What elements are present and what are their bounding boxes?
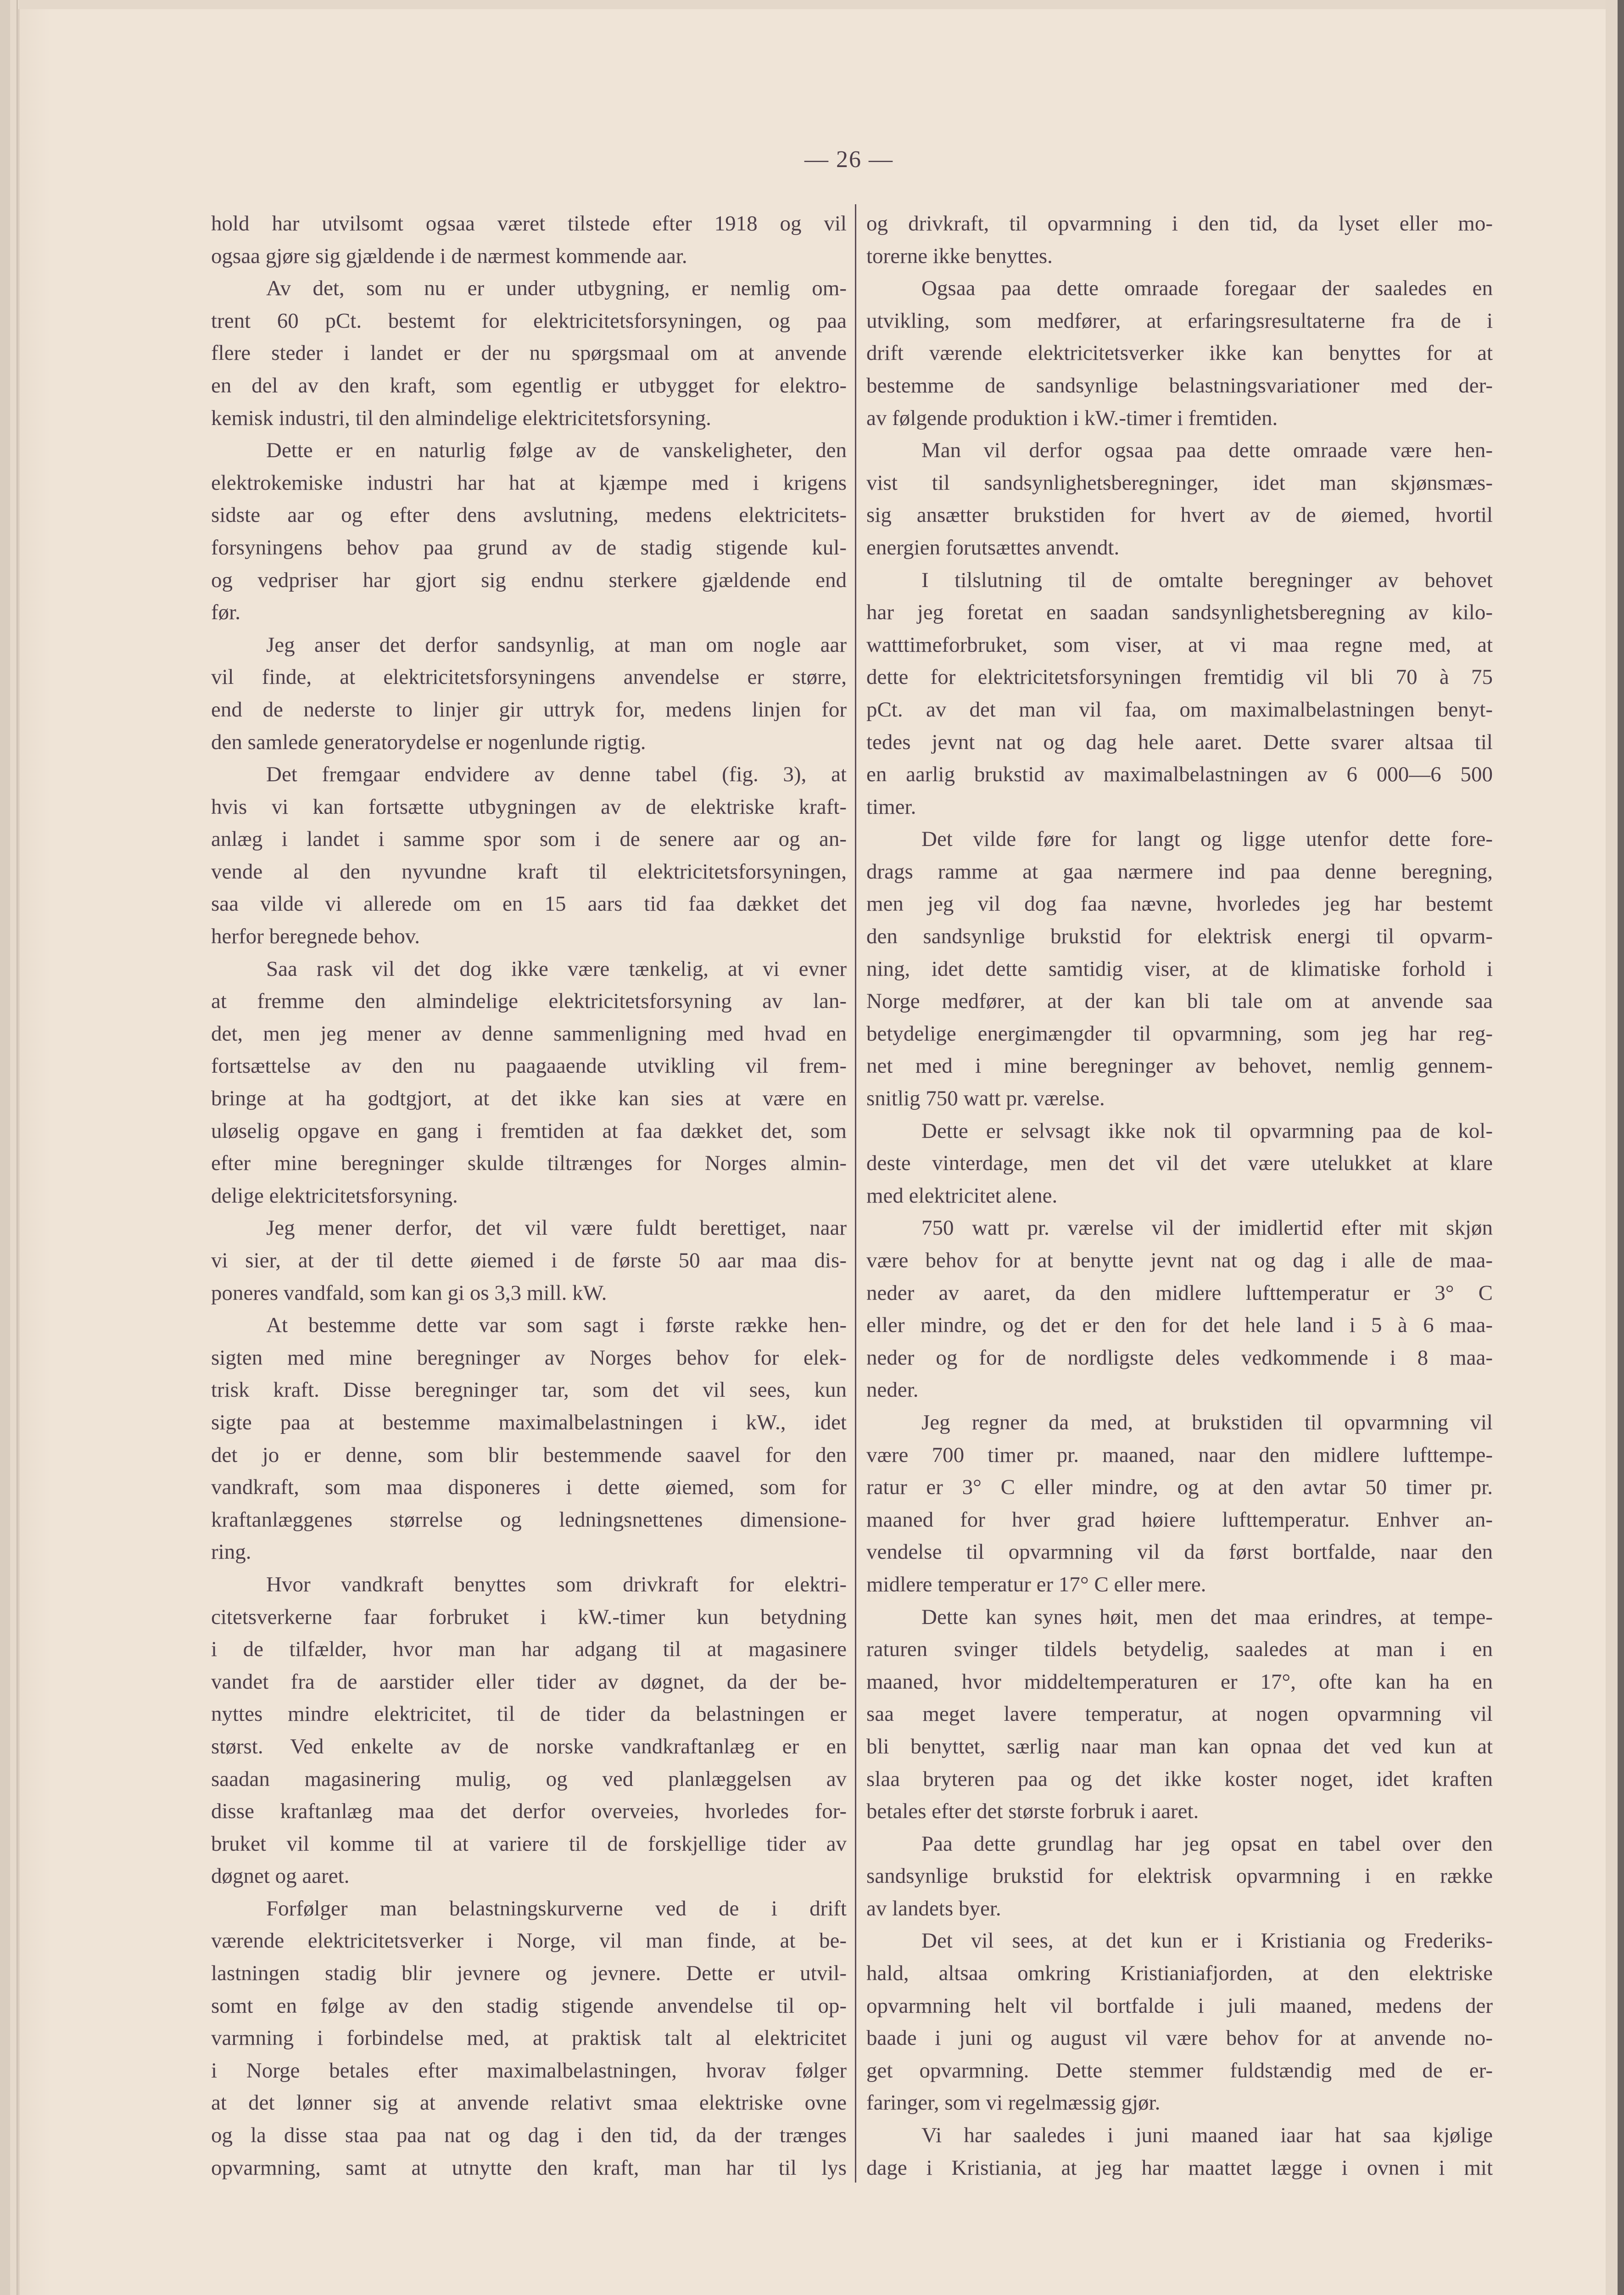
text-line: raturen svinger tildels betydelig, saaledes at man i en <box>866 1637 1493 1662</box>
text-line: saa meget lavere temperatur, at nogen opvarmning vil <box>866 1702 1493 1726</box>
text-line: trisk kraft. Disse beregninger tar, som det vil sees, kun <box>211 1378 847 1402</box>
page-stack-edge <box>10 0 18 2295</box>
text-line: Ogsaa paa dette omraade foregaar der saaledes en <box>921 276 1493 301</box>
text-line: forsyningens behov paa grund av de stadig stigende kul- <box>211 535 847 560</box>
text-line: deste vinterdage, men det vil det være utelukket at klare <box>866 1151 1493 1175</box>
scan-border <box>1618 0 1624 2295</box>
text-line: 750 watt pr. værelse vil der imidlertid efter mit skjøn <box>921 1216 1493 1240</box>
paragraph <box>211 207 847 272</box>
text-line: saadan magasinering mulig, og ved planlæggelsen av <box>211 1767 847 1791</box>
text-line: sig ansætter brukstiden for hvert av de øiemed, hvortil <box>866 503 1493 527</box>
text-line: tedes jevnt nat og dag hele aaret. Dette svarer altsaa til <box>866 730 1493 754</box>
paragraph <box>211 758 847 953</box>
text-line: Jeg mener derfor, det vil være fuldt berettiget, naar <box>266 1216 847 1240</box>
text-line: vendelse til opvarmning vil da først bortfalde, naar den <box>866 1540 1493 1564</box>
text-line: watttimeforbruket, som viser, at vi maa regne med, at <box>866 633 1493 657</box>
text-line: vandet fra de aarstider eller tider av døgnet, da der be- <box>211 1669 847 1694</box>
text-line: pCt. av det man vil faa, om maximalbelastningen benyt- <box>866 697 1493 722</box>
text-line: opvarmning, samt at utnytte den kraft, man har til lys <box>211 2155 847 2180</box>
text-line: Forfølger man belastningskurverne ved de i drift <box>266 1896 847 1920</box>
text-line: I tilslutning til de omtalte beregninger av behovet <box>921 568 1493 592</box>
text-line: faringer, som vi regelmæssig gjør. <box>866 2091 1161 2115</box>
text-line: Norge medfører, at der kan bli tale om at anvende saa <box>866 989 1493 1013</box>
text-line: neder. <box>866 1378 919 1402</box>
paragraph <box>211 434 847 629</box>
paragraph <box>211 1568 847 1892</box>
text-line: snitlig 750 watt pr. værelse. <box>866 1086 1105 1111</box>
text-line: baade i juni og august vil være behov for at anvende no- <box>866 2026 1493 2050</box>
text-line: det, men jeg mener av denne sammenligning med hvad en <box>211 1021 847 1046</box>
text-line: vist til sandsynlighetsberegninger, idet man skjønsmæs- <box>866 470 1493 495</box>
text-line: den samlede generatorydelse er nogenlunde rigtig. <box>211 730 646 754</box>
text-line: energien forutsættes anvendt. <box>866 535 1120 560</box>
text-line: opvarmning helt vil bortfalde i juli maaned, medens der <box>866 1993 1493 2018</box>
text-line: Saa rask vil det dog ikke være tænkelig, at vi evner <box>266 957 847 981</box>
page-right-edge <box>1606 0 1618 2295</box>
binding-shadow <box>18 0 51 2295</box>
text-line: vi sier, at der til dette øiemed i de første 50 aar maa dis- <box>211 1248 847 1272</box>
text-line: bringe at ha godtgjort, at det ikke kan sies at være en <box>211 1086 847 1111</box>
text-line: den sandsynlige brukstid for elektrisk energi til opvarm- <box>866 924 1493 949</box>
column-divider <box>855 204 856 2183</box>
text-line: hvis vi kan fortsætte utbygningen av de elektriske kraft- <box>211 795 847 819</box>
page-number: — 26 — <box>804 146 893 173</box>
text-line: en del av den kraft, som egentlig er utbygget for elektro- <box>211 373 847 397</box>
paragraph <box>866 2119 1493 2184</box>
text-line: Jeg anser det derfor sandsynlig, at man om nogle aar <box>266 633 847 657</box>
text-line: neder og for de nordligste deles vedkommende i 8 maa- <box>866 1345 1493 1370</box>
text-line: maaned, hvor middeltemperaturen er 17°, ofte kan ha en <box>866 1669 1493 1694</box>
text-line: men jeg vil dog faa nævne, hvorledes jeg har bestemt <box>866 892 1493 916</box>
text-line: kraftanlæggenes størrelse og ledningsnettenes dimensione- <box>211 1507 847 1532</box>
paragraph <box>866 1828 1493 1925</box>
text-line: anlæg i landet i samme spor som i de senere aar og an- <box>211 827 847 851</box>
text-line: sandsynlige brukstid for elektrisk opvarmning i en række <box>866 1864 1493 1888</box>
page-top-edge <box>18 0 1606 9</box>
text-line: Man vil derfor ogsaa paa dette omraade være hen- <box>921 438 1493 463</box>
text-line: At bestemme dette var som sagt i første række hen- <box>266 1313 847 1338</box>
text-line: vandkraft, som maa disponeres i dette øiemed, som for <box>211 1475 847 1500</box>
text-line: herfor beregnede behov. <box>211 924 420 949</box>
text-line: i Norge betales efter maximalbelastningen, hvorav følger <box>211 2058 847 2082</box>
paragraph <box>866 272 1493 434</box>
text-line: net med i mine beregninger av behovet, nemlig gennem- <box>866 1054 1493 1078</box>
text-line: Vi har saaledes i juni maaned iaar hat saa kjølige <box>921 2123 1493 2148</box>
paragraph <box>866 1406 1493 1601</box>
paragraph <box>866 207 1493 272</box>
text-line: en aarlig brukstid av maximalbelastningen av 6 000—6 500 <box>866 762 1493 787</box>
text-line: Av det, som nu er under utbygning, er nemlig om- <box>266 276 847 301</box>
text-line: ogsaa gjøre sig gjældende i de nærmest kommende aar. <box>211 244 687 268</box>
text-line: saa vilde vi allerede om en 15 aars tid faa dækket det <box>211 892 847 916</box>
paragraph <box>211 1892 847 2184</box>
text-line: Paa dette grundlag har jeg opsat en tabel over den <box>921 1831 1493 1856</box>
text-line: eller mindre, og det er den for det hele land i 5 à 6 maa- <box>866 1313 1493 1338</box>
text-line: av landets byer. <box>866 1896 1001 1920</box>
paragraph <box>211 953 847 1212</box>
text-line: og la disse staa paa nat og dag i den tid, da der trænges <box>211 2123 847 2148</box>
text-line: sidste aar og efter dens avslutning, medens elektricitets- <box>211 503 847 527</box>
text-line: maaned for hver grad høiere lufttemperatur. Enhver an- <box>866 1507 1493 1532</box>
text-line: betydelige energimængder til opvarmning, som jeg har reg- <box>866 1021 1493 1046</box>
text-line: dette for elektricitetsforsyningen fremtidig vil bli 70 à 75 <box>866 665 1493 689</box>
text-line: neder av aaret, da den midlere lufttemperatur er 3° C <box>866 1281 1493 1305</box>
text-line: værende elektricitetsverker i Norge, vil man finde, at be- <box>211 1929 847 1953</box>
text-line: end de nederste to linjer gir uttryk for, medens linjen for <box>211 697 847 722</box>
text-line: at det lønner sig at anvende relativt smaa elektriske ovne <box>211 2091 847 2115</box>
paragraph <box>866 1601 1493 1828</box>
text-line: hald, altsaa omkring Kristianiafjorden, at den elektriske <box>866 1961 1493 1986</box>
text-line: lastningen stadig blir jevnere og jevnere. Dette er utvil- <box>211 1961 847 1986</box>
text-line: varmning i forbindelse med, at praktisk talt al elektricitet <box>211 2026 847 2050</box>
text-line: ring. <box>211 1540 251 1564</box>
paragraph <box>866 564 1493 823</box>
text-line: ratur er 3° C eller mindre, og at den avtar 50 timer pr. <box>866 1475 1493 1500</box>
paragraph <box>866 1115 1493 1212</box>
text-line: sigten med mine beregninger av Norges behov for elek- <box>211 1345 847 1370</box>
text-line: av følgende produktion i kW.-timer i fremtiden. <box>866 406 1278 430</box>
page-stack-edge <box>0 0 10 2295</box>
text-line: torerne ikke benyttes. <box>866 244 1053 268</box>
paragraph <box>866 434 1493 564</box>
text-line: Det fremgaar endvidere av denne tabel (fig. 3), at <box>266 762 847 787</box>
text-line: at fremme den almindelige elektricitetsforsyning av lan- <box>211 989 847 1013</box>
text-line: størst. Ved enkelte av de norske vandkraftanlæg er en <box>211 1734 847 1758</box>
text-line: døgnet og aaret. <box>211 1864 350 1888</box>
text-line: Det vil sees, at det kun er i Kristiania og Frederiks- <box>921 1929 1493 1953</box>
text-line: og drivkraft, til opvarmning i den tid, da lyset eller mo- <box>866 212 1493 235</box>
text-line: dage i Kristiania, at jeg har maattet lægge i ovnen i mit <box>866 2155 1493 2180</box>
text-line: bruket vil komme til at variere til de forskjellige tider av <box>211 1831 847 1856</box>
text-line: elektrokemiske industri har hat at kjæmpe med i krigens <box>211 470 847 495</box>
paragraph <box>866 1212 1493 1406</box>
paragraph <box>866 1925 1493 2119</box>
text-line: nyttes mindre elektricitet, til de tider da belastningen er <box>211 1702 847 1726</box>
text-line: fortsættelse av den nu paagaaende utvikling vil frem- <box>211 1054 847 1078</box>
text-line: timer. <box>866 795 916 819</box>
text-line: være behov for at benytte jevnt nat og dag i alle de maa- <box>866 1248 1493 1272</box>
text-line: disse kraftanlæg maa det derfor overveies, hvorledes for- <box>211 1799 847 1824</box>
text-line: Dette er selvsagt ikke nok til opvarmning paa de kol- <box>921 1119 1493 1143</box>
right-column <box>866 207 1493 2184</box>
paragraph <box>866 823 1493 1114</box>
text-line: Hvor vandkraft benyttes som drivkraft for elektri- <box>266 1572 847 1596</box>
text-line: være 700 timer pr. maaned, naar den midlere lufttempe- <box>866 1443 1493 1467</box>
text-line: sigte paa at bestemme maximalbelastningen i kW., idet <box>211 1410 847 1434</box>
text-line: vil finde, at elektricitetsforsyningens anvendelse er større, <box>211 665 847 689</box>
text-line: trent 60 pCt. bestemt for elektricitetsforsyningen, og paa <box>211 308 847 333</box>
text-line: ning, idet dette samtidig viser, at de klimatiske forhold i <box>866 957 1493 981</box>
text-line: drags ramme at gaa nærmere ind paa denne beregning, <box>866 859 1493 884</box>
text-line: uløselig opgave en gang i fremtiden at faa dækket det, som <box>211 1119 847 1143</box>
paragraph <box>211 629 847 758</box>
text-line: bli benyttet, særlig naar man kan opnaa det ved kun at <box>866 1734 1493 1758</box>
text-line: Det vilde føre for langt og ligge utenfor dette fore- <box>921 827 1493 851</box>
text-line: hold har utvilsomt ogsaa været tilstede efter 1918 og vil <box>211 212 847 235</box>
text-line: flere steder i landet er der nu spørgsmaal om at anvende <box>211 341 847 365</box>
text-line: efter mine beregninger skulde tiltrænges for Norges almin- <box>211 1151 847 1175</box>
text-line: drift værende elektricitetsverker ikke kan benyttes for at <box>866 341 1493 365</box>
text-line: Jeg regner da med, at brukstiden til opvarmning vil <box>921 1410 1493 1434</box>
paragraph <box>211 272 847 434</box>
text-line: kemisk industri, til den almindelige elektricitetsforsyning. <box>211 406 711 430</box>
text-line: før. <box>211 600 240 625</box>
paragraph <box>211 1212 847 1309</box>
text-line: betales efter det største forbruk i aaret. <box>866 1799 1199 1824</box>
text-line: med elektricitet alene. <box>866 1183 1058 1208</box>
text-line: delige elektricitetsforsyning. <box>211 1183 458 1208</box>
text-line: Dette kan synes høit, men det maa erindres, at tempe- <box>921 1605 1493 1629</box>
left-column <box>211 207 847 2184</box>
text-line: midlere temperatur er 17° C eller mere. <box>866 1572 1206 1596</box>
text-line: utvikling, som medfører, at erfaringsresultaterne fra de i <box>866 308 1493 333</box>
text-line: somt en følge av den stadig stigende anvendelse til op- <box>211 1993 847 2018</box>
text-line: har jeg foretat en saadan sandsynlighetsberegning av kilo- <box>866 600 1493 625</box>
text-line: citetsverkerne faar forbruket i kW.-timer kun betydning <box>211 1605 847 1629</box>
text-line: og vedpriser har gjort sig endnu sterkere gjældende end <box>211 568 847 592</box>
text-line: get opvarmning. Dette stemmer fuldstændig med de er- <box>866 2058 1493 2082</box>
text-line: Dette er en naturlig følge av de vanskeligheter, den <box>266 438 847 463</box>
text-line: i de tilfælder, hvor man har adgang til at magasinere <box>211 1637 847 1662</box>
text-line: slaa bryteren paa og det ikke koster noget, idet kraften <box>866 1767 1493 1791</box>
text-line: vende al den nyvundne kraft til elektricitetsforsyningen, <box>211 859 847 884</box>
paragraph <box>211 1309 847 1568</box>
text-line: bestemme de sandsynlige belastningsvariationer med der- <box>866 373 1493 397</box>
text-line: det jo er denne, som blir bestemmende saavel for den <box>211 1443 847 1467</box>
text-line: poneres vandfald, som kan gi os 3,3 mill. kW. <box>211 1281 607 1305</box>
